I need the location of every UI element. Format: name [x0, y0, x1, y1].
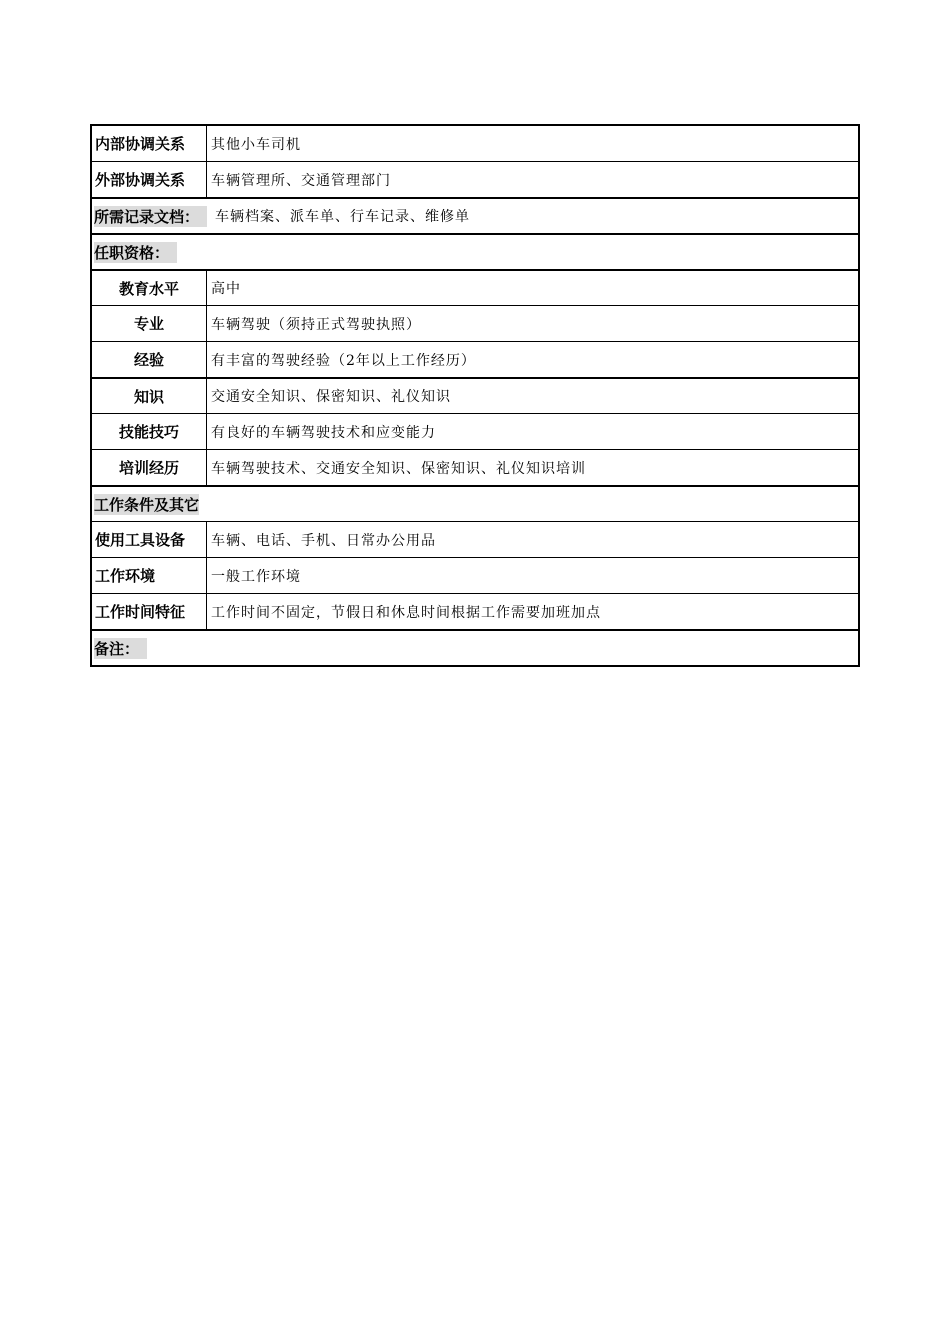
environment-label: 工作环境 — [92, 558, 207, 593]
row-required-records — [92, 197, 858, 233]
training-label: 培训经历 — [92, 450, 207, 485]
internal-coordination-value: 其他小车司机 — [211, 136, 301, 153]
worktime-value: 工作时间不固定，节假日和休息时间根据工作需要加班加点 — [211, 604, 601, 621]
job-description-table — [90, 124, 860, 667]
conditions-header: 工作条件及其它 — [94, 495, 200, 514]
worktime-label: 工作时间特征 — [92, 594, 207, 629]
tools-value: 车辆、电话、手机、日常办公用品 — [211, 532, 436, 549]
environment-value: 一般工作环境 — [211, 568, 301, 585]
row-conditions-header — [92, 485, 858, 521]
internal-coordination-label: 内部协调关系 — [92, 126, 207, 161]
required-records-label: 所需记录文档： — [94, 206, 207, 227]
external-coordination-label: 外部协调关系 — [92, 162, 207, 197]
row-experience — [92, 341, 858, 377]
row-worktime — [92, 593, 858, 629]
row-environment — [92, 557, 858, 593]
row-qualifications-header — [92, 233, 858, 269]
qualifications-header: 任职资格： — [94, 242, 177, 263]
qualifications-cell — [92, 235, 858, 269]
row-skills — [92, 413, 858, 449]
skills-label: 技能技巧 — [92, 414, 207, 449]
knowledge-label: 知识 — [92, 379, 207, 413]
skills-value: 有良好的车辆驾驶技术和应变能力 — [211, 424, 436, 441]
experience-value: 有丰富的驾驶经验（2年以上工作经历） — [211, 352, 476, 369]
row-knowledge — [92, 377, 858, 413]
required-records-cell — [92, 199, 858, 233]
external-coordination-value: 车辆管理所、交通管理部门 — [211, 172, 391, 189]
required-records-value: 车辆档案、派车单、行车记录、维修单 — [215, 209, 471, 225]
training-value: 车辆驾驶技术、交通安全知识、保密知识、礼仪知识培训 — [211, 460, 586, 477]
remarks-label: 备注： — [94, 638, 147, 659]
row-internal-coordination — [92, 126, 858, 161]
row-education — [92, 269, 858, 305]
row-training — [92, 449, 858, 485]
row-external-coordination — [92, 161, 858, 197]
education-label: 教育水平 — [92, 271, 207, 305]
major-label: 专业 — [92, 306, 207, 341]
remarks-cell — [92, 631, 858, 665]
row-tools — [92, 521, 858, 557]
conditions-cell — [92, 487, 858, 521]
education-value: 高中 — [211, 281, 241, 297]
tools-label: 使用工具设备 — [92, 522, 207, 557]
experience-label: 经验 — [92, 342, 207, 377]
major-value: 车辆驾驶（须持正式驾驶执照） — [211, 316, 421, 333]
knowledge-value: 交通安全知识、保密知识、礼仪知识 — [211, 389, 451, 405]
row-remarks — [92, 629, 858, 665]
row-major — [92, 305, 858, 341]
